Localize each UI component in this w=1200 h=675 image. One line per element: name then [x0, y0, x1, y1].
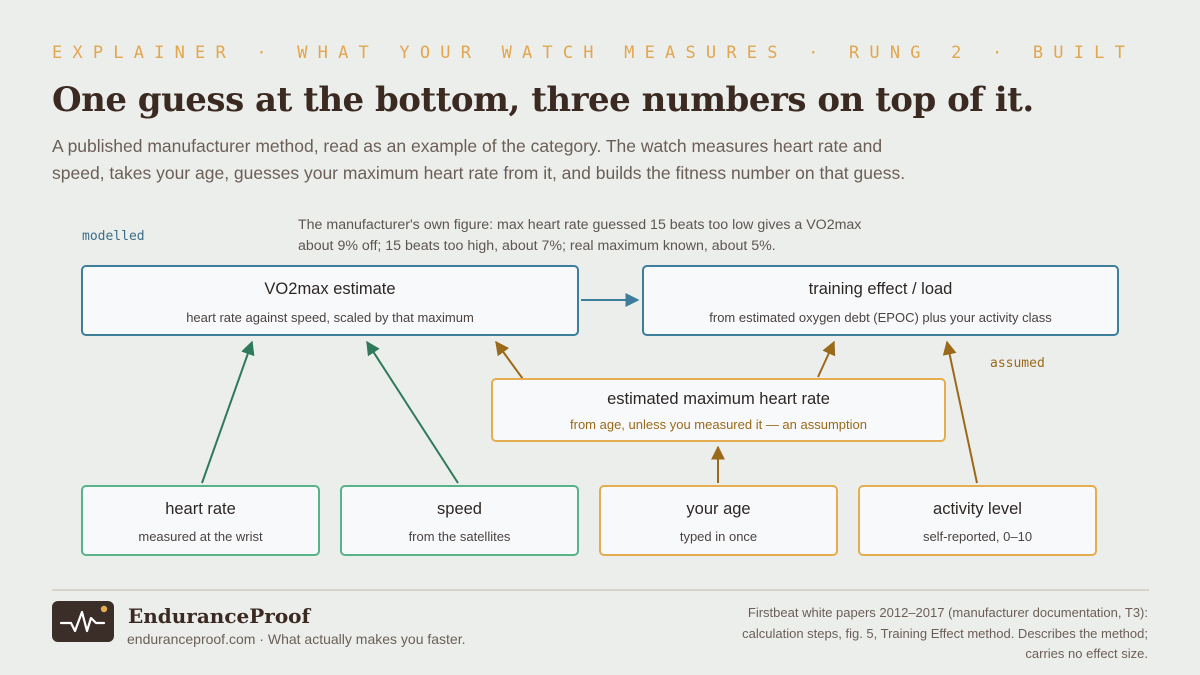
training-effect-title: training effect / load: [808, 280, 953, 298]
speed-subtitle: from the satellites: [408, 529, 511, 544]
lede: A published manufacturer method, read as an example of the category. The watch measures heart rate and speed, takes your age, guesses your maximum heart rate from it, and builds the fitness number on that guess.: [52, 136, 906, 183]
vo2max-estimate-subtitle: heart rate against speed, scaled by that maximum: [186, 310, 474, 325]
brand-tagline: enduranceproof.com · What actually makes you faster.: [127, 631, 466, 647]
assumed-tag: assumed: [990, 356, 1045, 371]
diagram-caption: The manufacturer's own figure: max heart rate guessed 15 beats too low gives a VO2max about 9% off; 15 beats too high, about 7%; real maximum known, about 5%.: [298, 217, 862, 254]
heart-rate-subtitle: measured at the wrist: [138, 529, 263, 544]
age-node: [599, 485, 838, 556]
estimated-max-hr-title: estimated maximum heart rate: [607, 390, 830, 408]
arrow-heart-rate-to-vo2max: [202, 342, 252, 483]
arrow-speed-to-vo2max: [367, 342, 458, 483]
speed-title: speed: [437, 500, 482, 518]
estimated-max-hr-subtitle: from age, unless you measured it — an assumption: [570, 417, 867, 432]
estimated-max-hr-node: [491, 378, 946, 442]
speed-node: [340, 485, 579, 556]
heart-rate-node: [81, 485, 320, 556]
vo2max-estimate-title: VO2max estimate: [264, 280, 396, 298]
brand-name: EnduranceProof: [128, 604, 311, 628]
heart-rate-title: heart rate: [165, 500, 236, 518]
source-note: Firstbeat white papers 2012–2017 (manufacturer documentation, T3): calculation steps, fig. 5, Training Effect method. Describes the method; carries no effect size.: [742, 605, 1148, 661]
page-title: One guess at the bottom, three numbers on top of it.: [52, 80, 1034, 120]
arrow-maxhr-to-training: [818, 342, 834, 377]
training-effect-subtitle: from estimated oxygen debt (EPOC) plus your activity class: [709, 310, 1052, 325]
age-title: your age: [686, 500, 751, 518]
modelled-tag: modelled: [82, 229, 145, 244]
heartbeat-icon: [52, 601, 114, 642]
arrow-activity-to-training: [947, 342, 977, 483]
training-effect-node: [642, 265, 1119, 336]
activity-level-subtitle: self-reported, 0–10: [922, 529, 1033, 544]
age-subtitle: typed in once: [679, 529, 758, 544]
activity-level-node: [858, 485, 1097, 556]
activity-level-title: activity level: [933, 500, 1022, 518]
vo2max-estimate-node: [81, 265, 579, 336]
eyebrow: EXPLAINER · WHAT YOUR WATCH MEASURES · RUNG 2 · BUILT: [52, 43, 1136, 63]
footer-divider: [52, 589, 1149, 591]
